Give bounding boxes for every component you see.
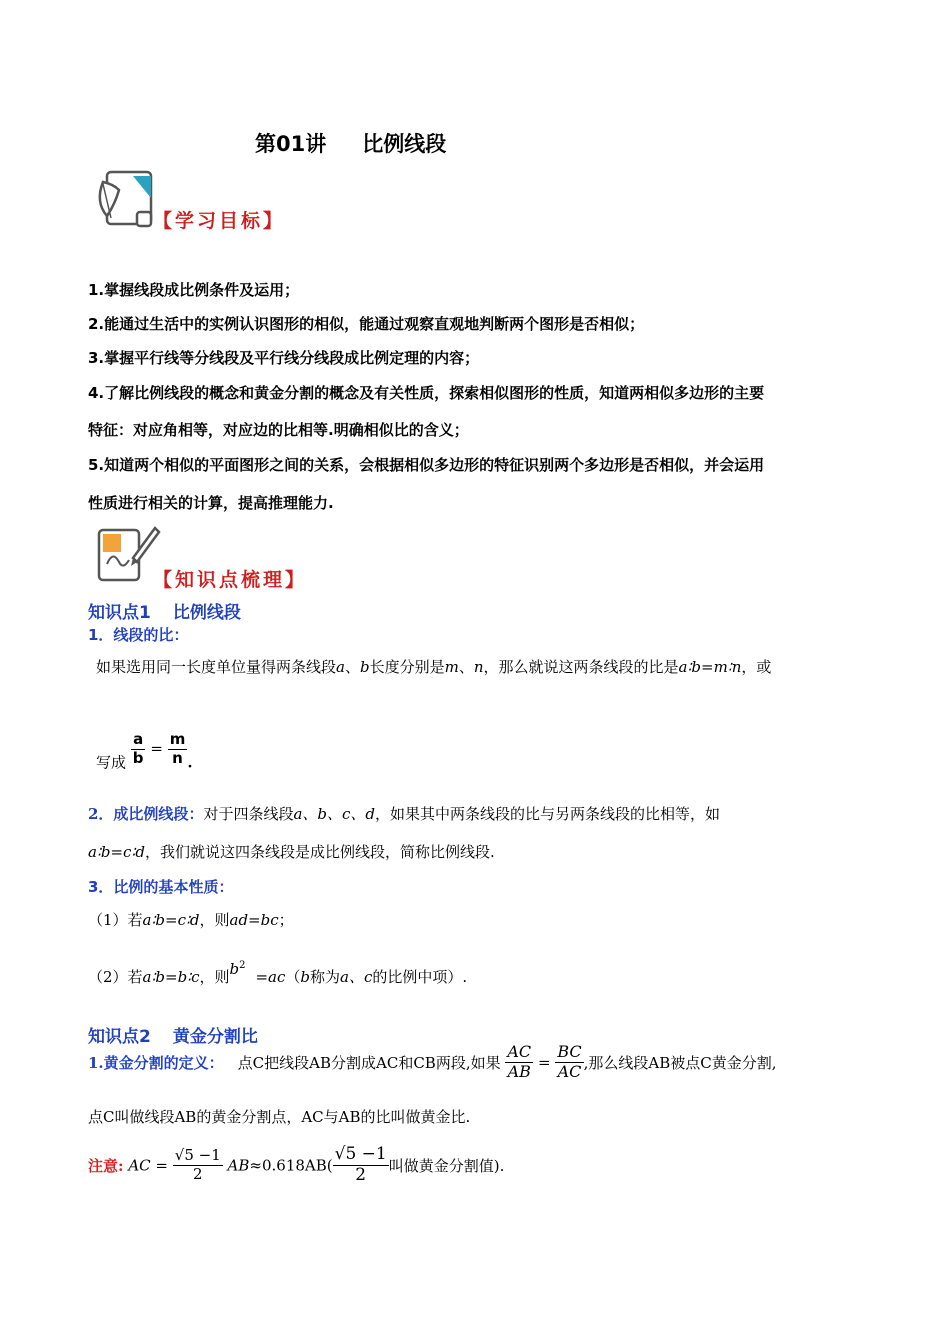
note-ac: AC [128,1156,151,1175]
frac-den: b [132,748,144,767]
objective-item: 4.了解比例线段的概念和黄金分割的概念及有关性质，探索相似图形的性质，知道两相似多边形的主要 [88,384,765,402]
s1-text-d: ，或 [741,658,772,676]
knowledge-points-banner: 【知识点梳理】 [153,569,308,591]
objective-item: 5.知道两个相似的平面图形之间的关系，会根据相似多边形的特征识别两个多边形是否相似，并会运用 [88,456,765,474]
period: . [187,753,193,772]
property-1 [88,909,294,930]
s1-text-b: 长度分别是 [369,658,445,676]
fraction-golden-value [333,1146,389,1185]
page-title [255,128,446,158]
frac-num: m [169,730,186,748]
note-label: 注意: [88,1156,124,1175]
golden-definition-line-2: 点C叫做线段AB的黄金分割点，AC与AB的比叫做黄金比. [88,1108,471,1126]
p2-paren: （ [285,968,301,986]
p1-num: （1）若 [88,911,143,929]
s1-var-n: n [473,658,484,676]
s1-sep2: 、 [458,658,474,676]
note-end: 叫做黄金分割值). [388,1156,505,1175]
section-2-line-1 [88,803,720,824]
s2-text-b: ，如果其中两条线段的比与另两条线段的比相等，如 [375,805,721,823]
p1-res: ad=bc [229,911,279,929]
s1-text-c: ，那么就说这两条线段的比是 [483,658,679,676]
s2-text-a: 对于四条线段 [203,805,294,823]
equals-sign: = [537,1053,551,1072]
kp1-label: 知识点1 [88,603,151,623]
section-2-title: 2．成比例线段： [88,805,204,823]
fraction-m-over-n [168,732,188,767]
frac-num: a [133,730,144,748]
objective-item: 1.掌握线段成比例条件及运用； [88,281,300,299]
equals-sign: = [155,1156,168,1175]
s1-write-as: 写成 [96,753,127,772]
p1-then: ，则 [199,911,230,929]
frac-num: AC [507,1042,532,1061]
knowledge-point-1-heading [88,598,241,623]
s1-var-a: a [336,658,345,676]
lecture-topic: 比例线段 [362,132,447,156]
fraction-sqrt5-minus-1-over-2 [173,1148,223,1183]
p2-res: =ac [255,968,286,986]
p2-cond: a∶b=b∶c [142,968,200,986]
objective-item: 3.掌握平行线等分线段及平行线分线段成比例定理的内容； [88,349,480,367]
fraction-bc-over-ac [555,1044,583,1081]
kp2-label: 知识点2 [88,1027,151,1047]
p2-note-a: 称为 [310,968,341,986]
frac-den: 2 [355,1164,367,1185]
frac-den: n [172,748,183,767]
section-1-title: 1．线段的比： [88,626,189,644]
frac-num: √5 −1 [174,1146,221,1165]
note-approx: ≈0.618AB( [249,1156,333,1175]
d-text-b: ,那么线段AB被点C黄金分割, [583,1053,777,1072]
s1-var-b: b [359,658,370,676]
frac-den: AC [557,1061,582,1081]
frac-num: √5 −1 [334,1144,387,1164]
p1-end: ； [278,911,294,929]
p2-b: b [229,960,240,978]
p2-exp: 2 [239,960,246,971]
equals-sign: = [150,739,163,758]
p2-then: ，则 [199,968,230,986]
note-ab: AB [227,1156,250,1175]
kp2-name: 黄金分割比 [172,1027,258,1047]
golden-definition-line-1 [88,1044,776,1081]
s1-var-m: m [444,658,459,676]
golden-note [88,1146,504,1185]
section-1-text [96,656,771,677]
s2-vars: a、b、c、d [293,805,376,823]
kp1-name: 比例线段 [172,603,241,623]
fraction-a-over-b [131,732,146,767]
objective-item: 特征：对应角相等，对应边的比相等.明确相似比的含义； [88,421,469,439]
objective-item: 2.能通过生活中的实例认识图形的相似，能通过观察直观地判断两个图形是否相似； [88,315,645,333]
p2-note-c: 的比例中项）. [372,968,468,986]
scroll-feather-icon [93,168,161,234]
section-2-line-2 [88,841,495,862]
s1-text-a: 如果选用同一长度单位量得两条线段 [96,658,337,676]
s2-ratio: a∶b=c∶d [88,843,145,861]
d-text-a: 点C把线段AB分割成AC和CB两段,如果 [237,1053,501,1072]
frac-den: 2 [193,1164,203,1183]
section-3-title: 3．比例的基本性质： [88,878,234,896]
p2-note-b: b [300,968,311,986]
fraction-ac-over-ab [505,1044,533,1081]
s1-ratio: a∶b=m∶n [678,658,742,676]
p2-num: （2）若 [88,968,143,986]
s1-sep1: 、 [344,658,360,676]
p1-cond: a∶b=c∶d [142,911,200,929]
lecture-number: 第01讲 [255,132,327,156]
frac-den: AB [507,1061,531,1081]
property-2 [88,960,467,987]
objective-item: 性质进行相关的计算，提高推理能力. [88,494,334,512]
p2-note-ac: a、c [340,968,373,986]
frac-num: BC [557,1042,582,1061]
s2-text-c: ，我们就说这四条线段是成比例线段，简称比例线段. [144,843,495,861]
golden-definition-title: 1.黄金分割的定义： [88,1053,224,1072]
section-1-fraction-line [96,732,193,772]
learning-objectives-banner: 【学习目标】 [153,210,286,232]
